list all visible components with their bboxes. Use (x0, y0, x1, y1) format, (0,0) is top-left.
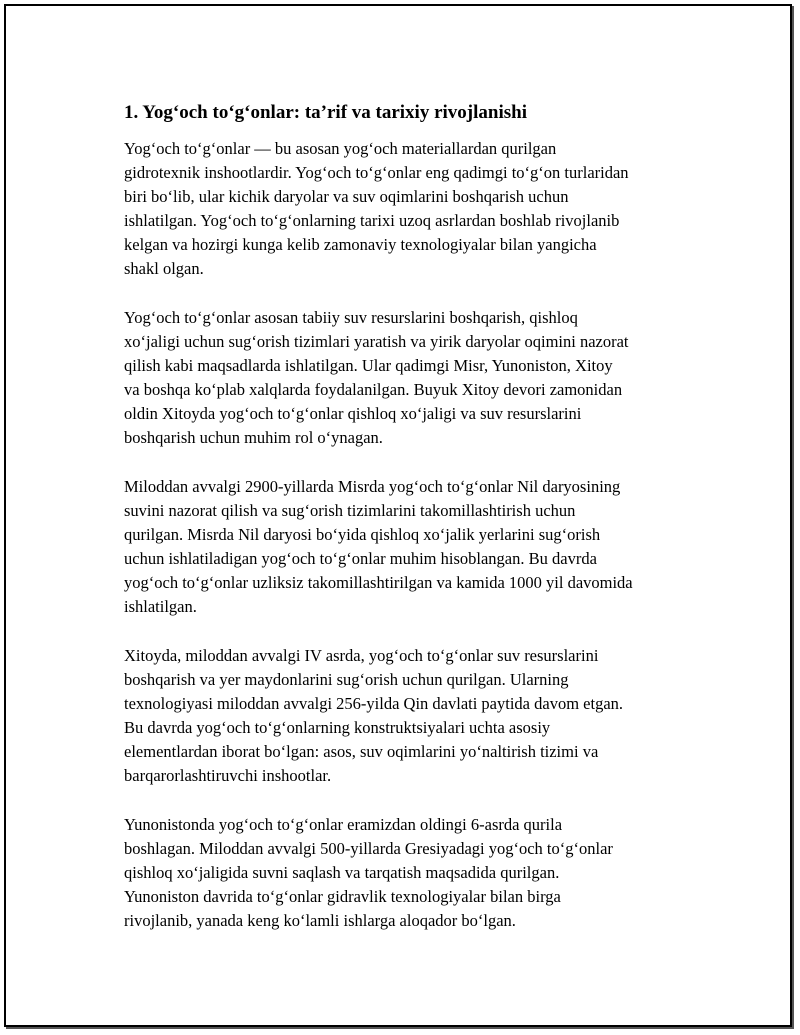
text-line: boshlagan. Miloddan avvalgi 500-yillarda Gresiyadagi yog‘och to‘g‘onlar (124, 839, 613, 858)
text-line: xo‘jaligi uchun sug‘orish tizimlari yaratish va yirik daryolar oqimini nazorat (124, 332, 629, 351)
text-line: qilish kabi maqsadlarda ishlatilgan. Ular qadimgi Misr, Yunoniston, Xitoy (124, 356, 613, 375)
text-line: boshqarish uchun muhim rol o‘ynagan. (124, 428, 383, 447)
paragraph-egypt (124, 475, 698, 619)
text-line: qishloq xo‘jaligida suvni saqlash va tarqatish maqsadida qurilgan. (124, 863, 560, 882)
text-line: yog‘och to‘g‘onlar uzliksiz takomillashtirilgan va kamida 1000 yil davomida (124, 573, 633, 592)
text-line: barqarorlashtiruvchi inshootlar. (124, 766, 332, 785)
text-line: Xitoyda, miloddan avvalgi IV asrda, yog‘och to‘g‘onlar suv resurslarini (124, 646, 599, 665)
text-line: boshqarish va yer maydonlarini sug‘orish uchun qurilgan. Ularning (124, 670, 569, 689)
text-line: Bu davrda yog‘och to‘g‘onlarning konstruktsiyalari uchta asosiy (124, 718, 551, 737)
text-line: Yunoniston davrida to‘g‘onlar gidravlik texnologiyalar bilan birga (124, 887, 561, 906)
text-line: Yog‘och to‘g‘onlar — bu asosan yog‘och materiallardan qurilgan (124, 139, 557, 158)
document-page (4, 4, 792, 1027)
paragraph-definition (124, 137, 698, 281)
text-line: Miloddan avvalgi 2900-yillarda Misrda yog‘och to‘g‘onlar Nil daryosining (124, 477, 621, 496)
paragraph-china (124, 644, 698, 788)
text-line: uchun ishlatiladigan yog‘och to‘g‘onlar muhim hisoblangan. Bu davrda (124, 549, 597, 568)
text-line: ishlatilgan. Yog‘och to‘g‘onlarning tarixi uzoq asrlardan boshlab rivojlanib (124, 211, 620, 230)
document-body (124, 100, 698, 958)
section-heading: 1. Yog‘och to‘g‘onlar: ta’rif va tarixiy rivojlanishi (124, 102, 527, 123)
text-line: gidrotexnik inshootlardir. Yog‘och to‘g‘onlar eng qadimgi to‘g‘on turlaridan (124, 163, 629, 182)
text-line: shakl olgan. (124, 259, 204, 278)
text-line: texnologiyasi miloddan avvalgi 256-yilda Qin davlati paytida davom etgan. (124, 694, 624, 713)
text-line: qurilgan. Misrda Nil daryosi bo‘yida qishloq xo‘jalik yerlarini sug‘orish (124, 525, 601, 544)
text-line: suvini nazorat qilish va sug‘orish tizimlarini takomillashtirish uchun (124, 501, 576, 520)
paragraph-usage (124, 306, 698, 450)
text-line: kelgan va hozirgi kunga kelib zamonaviy texnologiyalar bilan yangicha (124, 235, 597, 254)
text-line: Yog‘och to‘g‘onlar asosan tabiiy suv resurslarini boshqarish, qishloq (124, 308, 578, 327)
text-line: ishlatilgan. (124, 597, 197, 616)
text-line: oldin Xitoyda yog‘och to‘g‘onlar qishloq xo‘jaligi va suv resurslarini (124, 404, 582, 423)
text-line: va boshqa ko‘plab xalqlarda foydalanilgan. Buyuk Xitoy devori zamonidan (124, 380, 623, 399)
text-line: rivojlanib, yanada keng ko‘lamli ishlarga aloqador bo‘lgan. (124, 911, 516, 930)
text-line: biri bo‘lib, ular kichik daryolar va suv oqimlarini boshqarish uchun (124, 187, 569, 206)
paragraph-greece (124, 813, 698, 933)
text-line: elementlardan iborat bo‘lgan: asos, suv oqimlarini yo‘naltirish tizimi va (124, 742, 599, 761)
text-line: Yunonistonda yog‘och to‘g‘onlar eramizdan oldingi 6-asrda qurila (124, 815, 563, 834)
